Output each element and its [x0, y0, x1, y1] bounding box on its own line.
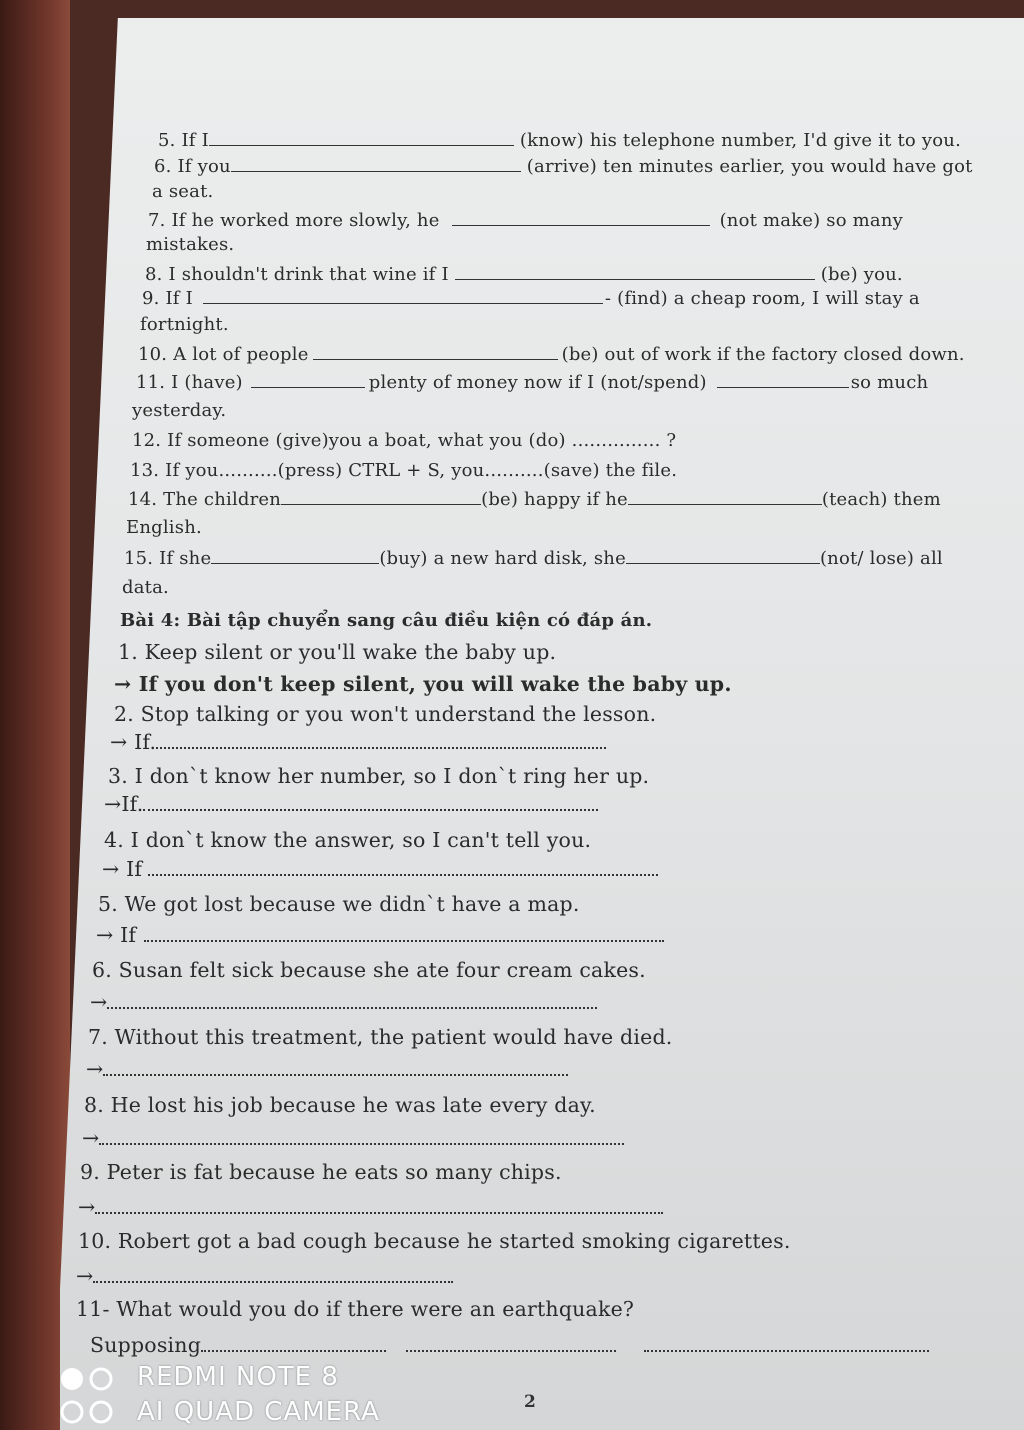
- q7-blank: [452, 224, 710, 226]
- q8-blank: [455, 278, 815, 280]
- q15-line: [124, 548, 943, 569]
- q11-line: [136, 372, 928, 393]
- q7-start: 7. If he worked more slowly, he: [148, 210, 440, 231]
- q8-end: (be) you.: [820, 264, 903, 285]
- camera-logo-icon: [58, 1364, 120, 1430]
- p4-a4-dots: [148, 873, 658, 876]
- q11-continued: yesterday.: [132, 400, 227, 421]
- q14-blank-2: [628, 503, 822, 505]
- p4-q1: 1. Keep silent or you'll wake the baby up.: [118, 640, 557, 664]
- p4-a8-line: [82, 1126, 624, 1150]
- q9-start: 9. If I: [142, 288, 193, 309]
- part4-heading: Bài 4: Bài tập chuyển sang câu điều kiện có đáp án.: [120, 610, 653, 631]
- p4-a3-line: [104, 792, 598, 816]
- p4-a10-prefix: →: [76, 1264, 94, 1288]
- q8-start: 8. I shouldn't drink that wine if I: [145, 264, 449, 285]
- p4-a4-prefix: → If: [102, 857, 143, 881]
- q11-blank-2: [717, 386, 849, 388]
- q9-line: [142, 288, 920, 309]
- page-number: 2: [524, 1392, 536, 1412]
- p4-a11-prefix: Supposing: [90, 1333, 202, 1357]
- p4-a6-prefix: →: [90, 990, 108, 1014]
- p4-a9-dots: [95, 1211, 663, 1214]
- q14-line: [128, 489, 941, 510]
- p4-a11-dots-3: [644, 1349, 929, 1352]
- p4-a10-dots: [93, 1280, 453, 1283]
- q10-start: 10. A lot of people: [138, 344, 309, 365]
- q11-end: so much: [850, 372, 929, 393]
- p4-a5-prefix: → If: [96, 923, 137, 947]
- q9-continued: fortnight.: [140, 314, 229, 335]
- q10-blank: [313, 358, 558, 360]
- q6-start: 6. If you: [154, 156, 231, 177]
- p4-q5: 5. We got lost because we didn`t have a map.: [98, 892, 580, 916]
- q15-middle: (buy) a new hard disk, she: [379, 548, 626, 569]
- q5-start: 5. If I: [158, 130, 209, 151]
- p4-q6: 6. Susan felt sick because she ate four cream cakes.: [92, 958, 646, 982]
- p4-a7-dots: [103, 1073, 568, 1076]
- q14-end: (teach) them: [821, 489, 941, 510]
- q5-end: (know) his telephone number, I'd give it to you.: [519, 130, 961, 151]
- q8-line: [145, 264, 903, 285]
- p4-a3-prefix: →If.: [104, 792, 144, 816]
- p4-a5-line: [96, 923, 664, 947]
- q14-blank-1: [281, 503, 481, 505]
- p4-a4-line: [102, 857, 658, 881]
- q11-middle: plenty of money now if I (not/spend): [368, 372, 707, 393]
- q10-line: [138, 344, 965, 365]
- desk-background: [0, 0, 70, 1430]
- q13-line: 13. If you..........(press) CTRL + S, you..........(save) the file.: [130, 460, 678, 481]
- p4-a11-line: [90, 1333, 929, 1357]
- p4-a8-prefix: →: [82, 1126, 100, 1150]
- q5-line: [158, 130, 961, 151]
- p4-a3-dots: [143, 808, 598, 811]
- p4-q3: 3. I don`t know her number, so I don`t ring her up.: [108, 764, 650, 788]
- q6-end: (arrive) ten minutes earlier, you would have got: [526, 156, 973, 177]
- q12-line: 12. If someone (give)you a boat, what you (do) ............... ?: [132, 430, 677, 451]
- p4-a6-dots: [107, 1006, 597, 1009]
- q15-end: (not/ lose) all: [819, 548, 943, 569]
- q7-line: [148, 210, 903, 231]
- q6-blank: [231, 170, 521, 172]
- q15-continued: data.: [122, 577, 169, 598]
- p4-a5-dots: [144, 939, 664, 942]
- q5-blank: [209, 144, 514, 146]
- p4-q8: 8. He lost his job because he was late every day.: [84, 1093, 596, 1117]
- p4-q10: 10. Robert got a bad cough because he started smoking cigarettes.: [78, 1229, 791, 1253]
- q15-start: 15. If she: [124, 548, 212, 569]
- watermark-line1: REDMI NOTE 8: [137, 1362, 339, 1392]
- q6-continued: a seat.: [152, 181, 214, 202]
- p4-a1: → If you don't keep silent, you will wake the baby up.: [114, 672, 732, 696]
- p4-a7-prefix: →: [86, 1057, 104, 1081]
- q15-blank-2: [626, 562, 820, 564]
- q10-end: (be) out of work if the factory closed down.: [561, 344, 965, 365]
- p4-a11-dots-1: [201, 1349, 386, 1352]
- p4-q11: 11- What would you do if there were an earthquake?: [76, 1297, 635, 1321]
- q6-line: [154, 156, 973, 177]
- p4-a7-line: [86, 1057, 568, 1081]
- q11-blank-1: [251, 386, 365, 388]
- p4-q9: 9. Peter is fat because he eats so many chips.: [80, 1160, 562, 1184]
- p4-a6-line: [90, 990, 597, 1014]
- q11-start: 11. I (have): [136, 372, 243, 393]
- p4-a11-dots-2: [406, 1349, 616, 1352]
- q14-middle: (be) happy if he: [481, 489, 628, 510]
- q9-end: - (find) a cheap room, I will stay a: [604, 288, 920, 309]
- p4-a2-line: [110, 730, 606, 754]
- q7-continued: mistakes.: [146, 234, 235, 255]
- q7-end: (not make) so many: [719, 210, 904, 231]
- p4-a10-line: [76, 1264, 453, 1288]
- p4-a9-prefix: →: [78, 1195, 96, 1219]
- p4-q4: 4. I don`t know the answer, so I can't tell you.: [104, 828, 592, 852]
- p4-q7: 7. Without this treatment, the patient would have died.: [88, 1025, 673, 1049]
- q14-start: 14. The children: [128, 489, 282, 510]
- p4-a8-dots: [99, 1142, 624, 1145]
- p4-a2-prefix: → If.: [110, 730, 157, 754]
- p4-a2-dots: [156, 746, 606, 749]
- p4-a9-line: [78, 1195, 663, 1219]
- q15-blank-1: [211, 562, 379, 564]
- q9-blank: [203, 302, 603, 304]
- watermark-line2: AI QUAD CAMERA: [137, 1397, 380, 1427]
- q14-continued: English.: [126, 517, 202, 538]
- p4-q2: 2. Stop talking or you won't understand the lesson.: [114, 702, 657, 726]
